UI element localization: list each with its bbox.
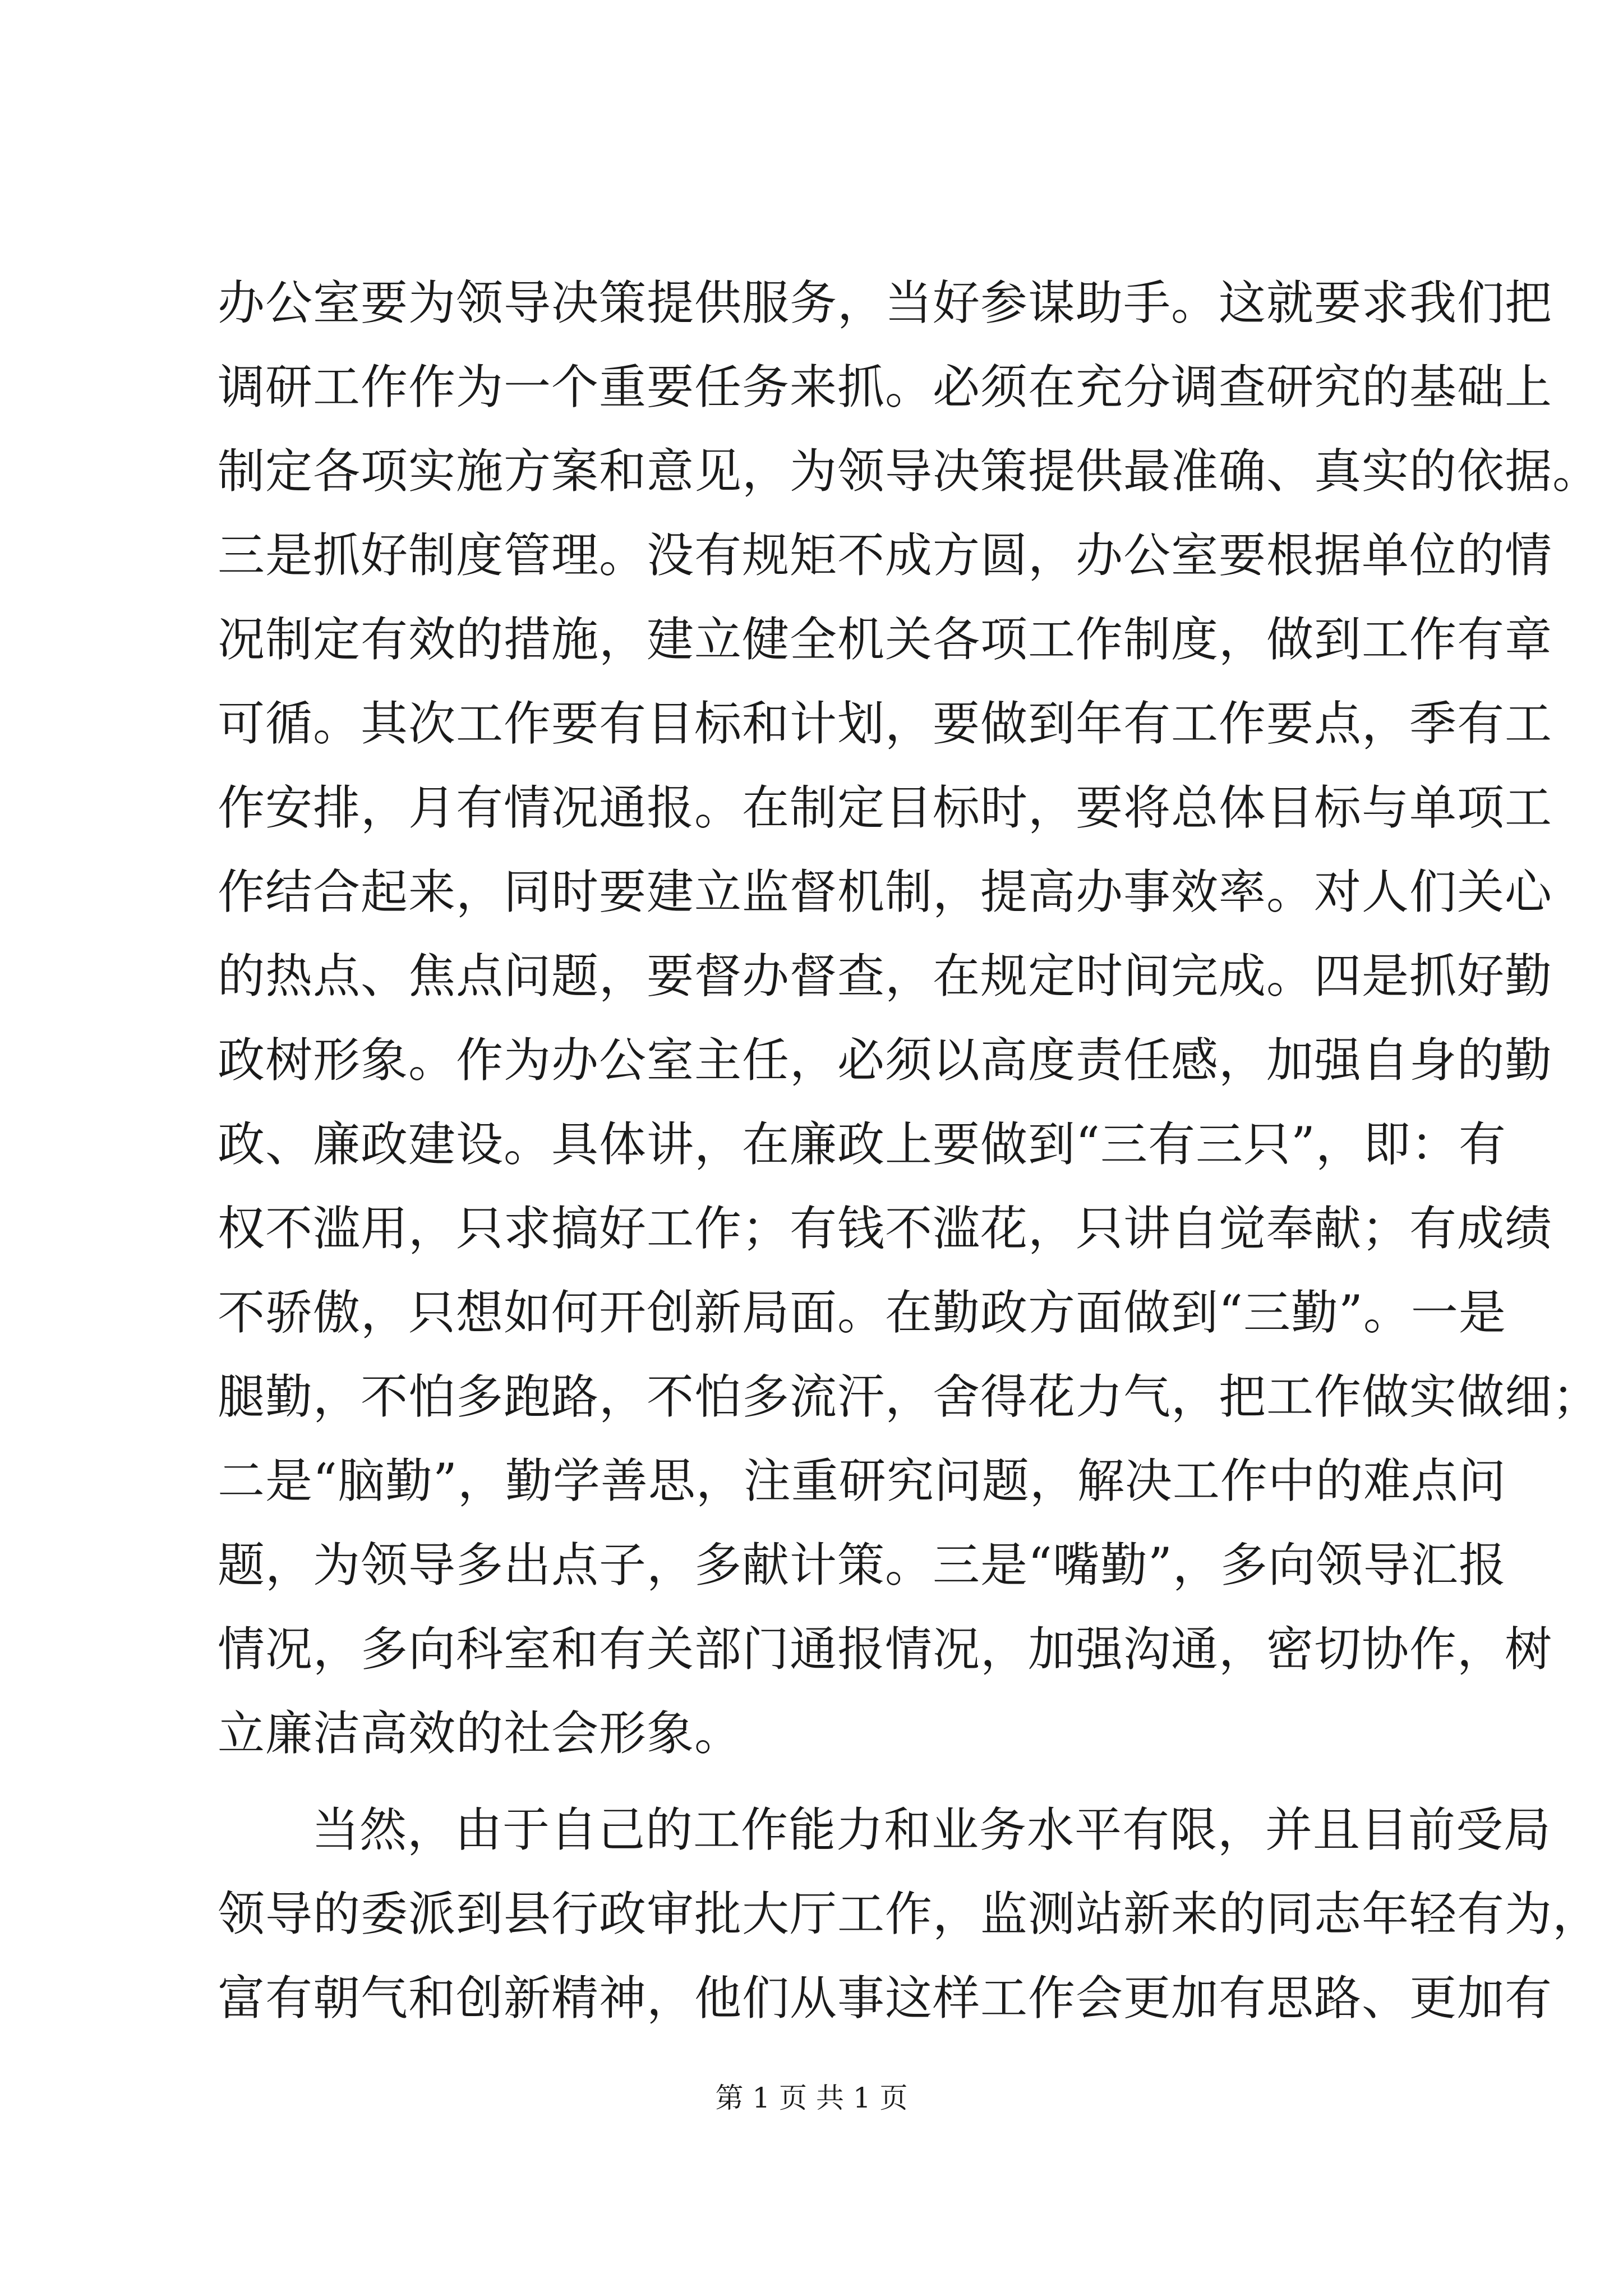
- text-line: 题，为领导多出点子，多献计策。三是“嘴勤”，多向领导汇报: [218, 1538, 1506, 1593]
- text-line: 作结合起来，同时要建立监督机制，提高办事效率。对人们关心: [218, 864, 1553, 919]
- text-line: 情况，多向科室和有关部门通报情况，加强沟通，密切协作，树: [218, 1622, 1553, 1677]
- body-text: [218, 261, 1601, 2040]
- text-line: 政、廉政建设。具体讲，在廉政上要做到“三有三只”，即：有: [218, 1117, 1506, 1172]
- page-footer: [0, 2078, 1623, 2118]
- text-line: 三是抓好制度管理。没有规矩不成方圆，办公室要根据单位的情: [218, 528, 1553, 583]
- text-line: 立廉洁高效的社会形象。: [218, 1706, 743, 1761]
- text-line: 可循。其次工作要有目标和计划，要做到年有工作要点，季有工: [218, 696, 1553, 751]
- text-line: 况制定有效的措施，建立健全机关各项工作制度，做到工作有章: [218, 612, 1553, 667]
- paragraph-1: [218, 261, 1601, 1775]
- text-line: 调研工作作为一个重要任务来抓。必须在充分调查研究的基础上: [218, 360, 1553, 415]
- page-number-label: 第 1 页 共 1 页: [715, 2082, 908, 2114]
- text-line: 二是“脑勤”，勤学善思，注重研究问题，解决工作中的难点问: [218, 1453, 1506, 1508]
- text-line: 权不滥用，只求搞好工作；有钱不滥花，只讲自觉奉献；有成绩: [218, 1201, 1553, 1256]
- text-line: 腿勤，不怕多跑路，不怕多流汗，舍得花力气，把工作做实做细；: [218, 1369, 1601, 1424]
- text-line: 制定各项实施方案和意见，为领导决策提供最准确、真实的依据。: [218, 444, 1601, 499]
- paragraph-2: [218, 1788, 1601, 2040]
- text-line: 作安排，月有情况通报。在制定目标时，要将总体目标与单项工: [218, 780, 1553, 835]
- text-line: 富有朝气和创新精神，他们从事这样工作会更加有思路、更加有: [218, 1971, 1553, 2026]
- paragraph-gap: [218, 1775, 1418, 1788]
- text-line: 不骄傲，只想如何开创新局面。在勤政方面做到“三勤”。一是: [218, 1285, 1506, 1340]
- text-line: 政树形象。作为办公室主任，必须以高度责任感，加强自身的勤: [218, 1033, 1553, 1088]
- text-line: 当然，由于自己的工作能力和业务水平有限，并且目前受局: [312, 1802, 1552, 1857]
- text-line: 办公室要为领导决策提供服务，当好参谋助手。这就要求我们把: [218, 275, 1553, 330]
- text-line: 的热点、焦点问题，要督办督查，在规定时间完成。四是抓好勤: [218, 949, 1553, 1004]
- text-line: 领导的委派到县行政审批大厅工作，监测站新来的同志年轻有为，: [218, 1887, 1601, 1941]
